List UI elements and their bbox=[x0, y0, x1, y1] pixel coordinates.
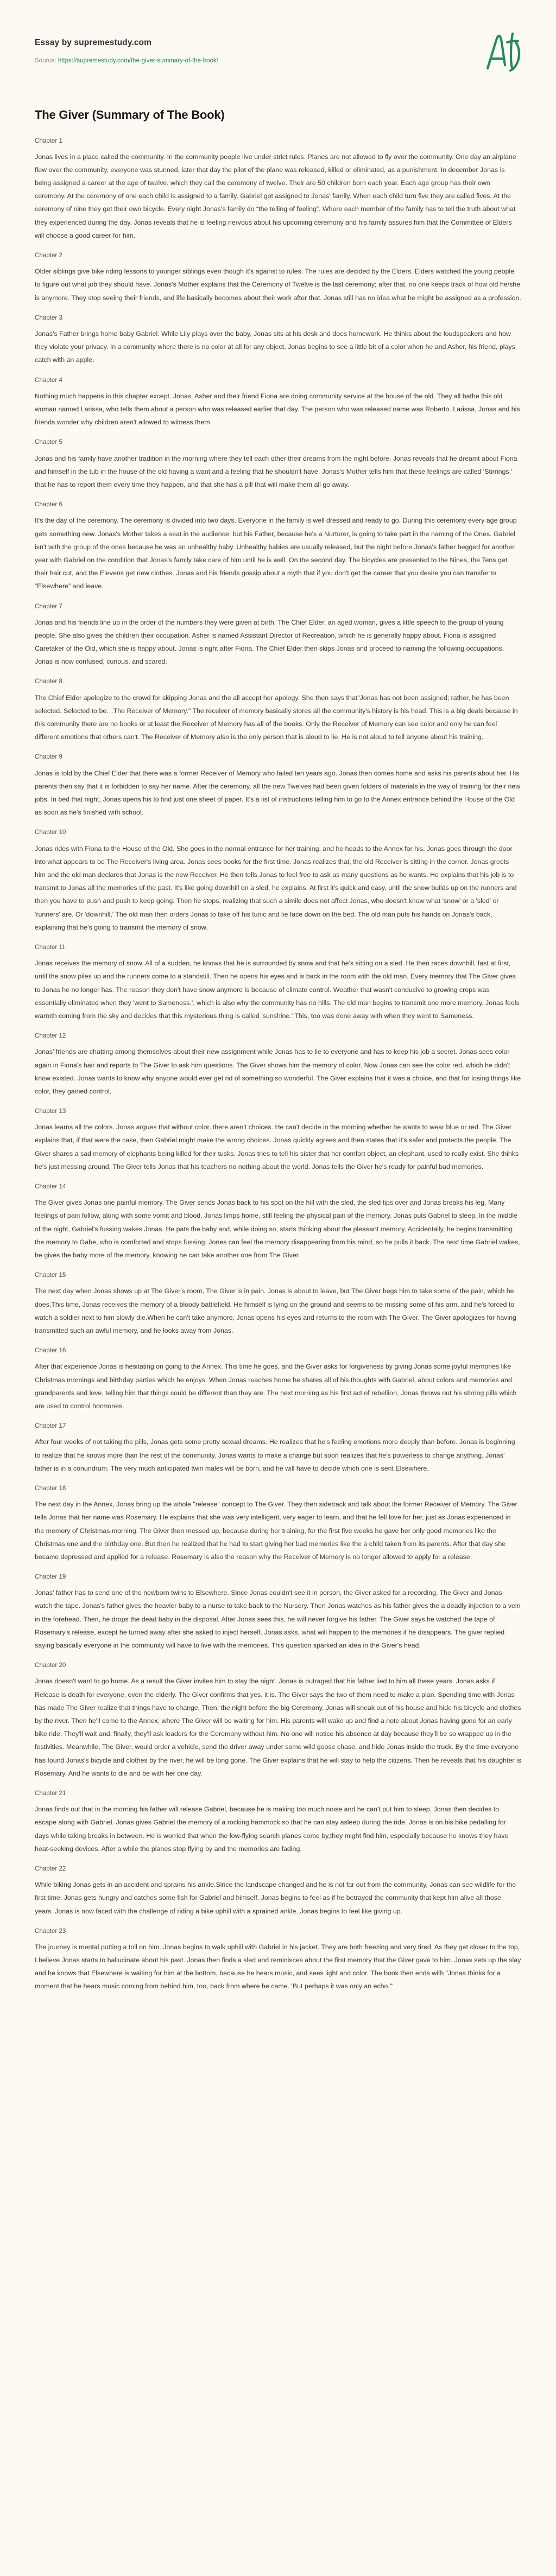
chapter-body: Jonas lives in a place called the community. In the community people live under strict rules. Planes are not allowed to fly over the community. One day an airplane flew over the community, everyone was stunned, later that day the pilot of the plane was released, killed or eliminated, as a punishment. In december Jonas is being assigned a career at the age of twelve, which they call the ceremony of twelve. Their are 50 children born each year. Each age group has their own ceremony. At the ceremony of one each child is assigned to a family. Gabriel got assigned to Jonas' family. When each child turn five they are called fives. At the ceremony of nine they get their own bicycle. Every night Jonas's family do “the telling of feeling”. Where each member of the family has to tell the truth about what they experienced during the day. Jonas reveals that he is feeling nervous about his upcoming ceremony and his family assures him that the Committee of Elders will choose a good career for him. bbox=[35, 152, 516, 239]
chapter-body: While biking Jonas gets in an accident and sprains his ankle.Since the landscape changed and he is not far out from the community, Jonas can see wildlife for the first time. Jonas gets hungry and catches some fish for Gabriel and himself. Jonas begins to feel as if he betrayed the community that kept him alive all those years. Jonas is now faced with the challenge of riding a bike uphill with a sprained ankle. Jonas begins to feel like giving up. bbox=[35, 1881, 516, 1915]
source-url-link[interactable]: https://supremestudy.com/the-giver-summary-of-the-book/ bbox=[58, 57, 218, 64]
chapter-heading: Chapter 16 bbox=[35, 1347, 66, 1354]
page-title: The Giver (Summary of The Book) bbox=[35, 108, 225, 122]
essay-byline: Essay by supremestudy.com bbox=[35, 38, 151, 47]
chapter-body: After four weeks of not taking the pills, Jonas gets some pretty sexual dreams. He realizes that he's feeling emotions more deeply than before. Jonas is beginning to realize that he knows more than the rest of the community. Jonas wants to make a change but soon realizes that he's powerless to change anything. Jonas' father is in a conundrum. The very much anticipated twin males will be born, and he will have to decide which one is sent Elsewhere. bbox=[35, 1438, 515, 1472]
chapter-block bbox=[35, 438, 521, 491]
a-plus-logo-icon bbox=[483, 31, 522, 74]
chapter-block bbox=[35, 1271, 521, 1337]
chapter-heading: Chapter 10 bbox=[35, 829, 66, 836]
chapter-block bbox=[35, 1107, 521, 1173]
chapter-heading: Chapter 23 bbox=[35, 1927, 66, 1935]
chapter-heading: Chapter 20 bbox=[35, 1662, 66, 1669]
chapter-body: Jonas' friends are chatting among themselves about their new assignment while Jonas has to lie to everyone and has to keep his job a secret. Jonas sees color again in Fiona's hair and reports to The Giver to ask him questions. The Giver shows him the memory of color. Now Jonas can see the color red, which he didn't know existed. Jonas wants to know why anyone would ever get rid of something so wonderful. The Giver explains that it was a choice, and that for losing things like color, they gained control. bbox=[35, 1048, 521, 1095]
chapter-heading: Chapter 15 bbox=[35, 1271, 66, 1279]
chapter-block bbox=[35, 1865, 521, 1918]
chapter-block bbox=[35, 1789, 521, 1855]
chapter-heading: Chapter 8 bbox=[35, 678, 62, 685]
chapter-body: Jonas' father has to send one of the newborn twins to Elsewhere. Since Jonas couldn't see it in person, the Giver asked for a recording. The Giver and Jonas watch the tape. Jonas's father gives the heavier baby to a nurse to take back to the Nursery. Then Jonas watches as his father gives the a deadly injection to a vein in the forehead. Then, he drops the dead baby in the disposal. After Jonas sees this, he will never forgive his father. The Giver says he watched the tape of Rosemary's release, except he turned away after she asked to inject herself. Jonas asks, what will happen to the memories if he disappears. The giver replied saying basically everyone in the community will have to live with the memories. This question sparked an idea in the Giver's head. bbox=[35, 1589, 521, 1650]
chapter-block bbox=[35, 137, 521, 243]
chapter-heading: Chapter 13 bbox=[35, 1108, 66, 1115]
chapter-body: Jonas finds out that in the morning his father will release Gabriel, because he is making too much noise and he can't put him to sleep. Jonas then decides to escape along with Gabriel. Jonas gives Gabriel the memory of a rocking hammock so that he can stay asleep during the ride. Jonas is on his bike pedalling for days while taking breaks in between. He is worried that when the low-flying search planes come by,they might find him, especially because he knows they have heat-seeking devices. After a while the planes stop flying by and the memories are fading. bbox=[35, 1805, 509, 1853]
chapter-block bbox=[35, 828, 521, 934]
chapter-heading: Chapter 4 bbox=[35, 376, 62, 384]
chapter-block bbox=[35, 251, 521, 304]
chapter-heading: Chapter 6 bbox=[35, 501, 62, 508]
chapter-body: Jonas and his family have another tradition in the morning where they tell each other their dreams from the night before. Jonas reveals that he dreamt about Fiona and himself in the tub in the house of the old having a want and a feeling that he shouldn't have. Jonas's Mother tells him that these feelings are called 'Stirrings,' that he has to report them every time they happen, and that she has a pill that will make them all go away. bbox=[35, 454, 517, 488]
chapter-block bbox=[35, 314, 521, 367]
chapter-heading: Chapter 1 bbox=[35, 137, 62, 144]
chapter-body: Jonas's Father brings home baby Gabriel. While Lily plays over the baby, Jonas sits at his desk and does homework. He thinks about the loudspeakers and how they violate your privacy. In a community where there is no color at all for any object, Jonas begins to see a little bit of a color when he and Asher, his friend, plays catch with an apple. bbox=[35, 330, 515, 364]
chapter-body: The journey is mental putting a toll on him. Jonas begins to walk uphill with Gabriel in his jacket. They are both freezing and very tired. As they get closer to the top, I believe Jonas starts to hallucinate about his past. Jonas then finds a sled and reminisces about the first memory that the Giver gave to him. Jonas sets up the slay and he knows that Elsewhere is waiting for him at the bottom, because he hears music, and sees light and color. The book then ends with “Jonas thinks for a moment that he hears music coming from behind him, too, back from where he came. 'But perhaps it was only an echo.'” bbox=[35, 1943, 521, 1990]
chapter-heading: Chapter 18 bbox=[35, 1484, 66, 1492]
chapter-heading: Chapter 2 bbox=[35, 252, 62, 259]
chapter-body: The Chief Elder apologize to the crowd for skipping Jonas and the all accept her apology. She then says that"Jonas has not been assigned; rather, he has been selected. Selected to be…The Receiver of Memory." The receiver of memory basically stores all the community's history is his head. This is a big deals because in this community there are no books or at least the Receiver of Memory has all of the books. Only the Receiver of Memory can see color and only he can feel different emotions that others can't. The Receiver of Memory also is the only person that is aloud to lie. He is not aloud to tell anyone about his training. bbox=[35, 694, 518, 741]
chapter-body: After that experience Jonas is hesitating on going to the Annex. This time he goes, and the Giver asks for forgiveness by giving Jonas some joyful memories like Christmas mornings and birthday parties which he enjoys. When Jonas reaches home he shares all of his thoughts with Gabriel, about colors and memories and grandparents and love, telling him that things could be different than they are. The next morning as his first act of rebellion, Jonas throws out his stirring pills which are used to control hormones. bbox=[35, 1363, 517, 1410]
chapter-heading: Chapter 11 bbox=[35, 943, 66, 951]
chapter-block bbox=[35, 376, 521, 429]
chapter-heading: Chapter 14 bbox=[35, 1183, 66, 1191]
chapter-block bbox=[35, 500, 521, 593]
chapter-body: Jonas and his friends line up in the order of the numbers they were given at birth. The Chief Elder, an aged woman, gives a little speech to the group of young people. She also gives the children their occupation. Asher is named Assistant Director of Recreation, which he is generally happy about. Fiona is assigned Caretaker of the Old, which she is happy about. Jonas is right after Fiona. The Chief Elder then skips Jonas and proceed to naming the following occupations. Jonas is now confused, curious, and scared. bbox=[35, 618, 504, 666]
chapter-block bbox=[35, 753, 521, 819]
chapter-block bbox=[35, 1032, 521, 1098]
chapter-block bbox=[35, 1661, 521, 1780]
chapter-block bbox=[35, 1484, 521, 1563]
chapter-block bbox=[35, 1182, 521, 1262]
chapter-body: The next day when Jonas shows up at The Giver's room, The Giver is in pain. Jonas is about to leave, but The Giver begs him to take some of the pain, which he does.This time, Jonas receives the memory of a bloody battlefield. He himself is lying on the ground and seems to be missing some of his arm, and he's forced to watch a soldier next to him slowly die.When he can't take anymore, Jonas opens his eyes and returns to the room with The Giver. The Giver apologizes for having transmitted such an awful memory, and he looks away from Jonas. bbox=[35, 1287, 516, 1334]
chapter-heading: Chapter 5 bbox=[35, 438, 62, 446]
chapter-body: Jonas is told by the Chief Elder that there was a former Receiver of Memory who failed ten years ago. Jonas then comes home and asks his parents about her. His parents then say that it is forbidden to say her name. After the ceremony, all the new Twelves had been given folders of materials in the way of training for their new jobs. In bed that night, Jonas opens his to find just one sheet of paper. It's a list of instructions telling him to go to the Annex entrance behind the House of the Old as soon as he's finished with school. bbox=[35, 769, 521, 817]
chapter-heading: Chapter 17 bbox=[35, 1422, 66, 1430]
chapter-block bbox=[35, 677, 521, 743]
source-label: Source: bbox=[35, 57, 56, 64]
chapter-body: The next day in the Annex, Jonas bring up the whole "release" concept to The Giver. They then sidetrack and talk about the former Receiver of Memory. The Giver tells Jonas that her name was Rosemary. He explains that she was very intelligent, very eager to learn, and that he fell love for her, just as Jonas experienced in the memory of Christmas morning. The Giver then messed up, because during her training, for the first five weeks he gave her only good memories like the Christmas one and the birthday one. But then he realized that he had to start giving her bad memories like the a child taken from its parents. After that day she became depressed and applied for a release. Rosemary is also the reason why the Receiver of Memory is no longer allowed to apply for a release. bbox=[35, 1500, 517, 1561]
chapter-heading: Chapter 9 bbox=[35, 753, 62, 761]
chapter-body: Jonas doesn't want to go home. As a result the Giver invites him to stay the night. Jonas is outraged that his father lied to him all these years. Jonas asks if Release is death for everyone, even the elderly. The Giver confirms that yes, it is. The Giver says the two of them need to make a plan. Spending time with Jonas has made The Giver realize that things have to change. Then, the night before the big Ceremony, Jonas will sneak out of his house and hide his bicycle and clothes by the river. Then he'll come to the Annex, where The Giver will be waiting for him. His parents will wake up and find a note about Jonas having gone for an early bike ride. They'll wait and, finally, they'll ask leaders for the Ceremony without him. No one will notice his absence at day because they'll be so wrapped up in the festivities. Meanwhile, The Giver, would order a vehicle, send the driver away under some wild goose chase, and hide Jonas inside the truck. By the time everyone has found Jonas's bicycle and clothes by the river, he will be long gone. The Giver explains that he will stay to help the citizens. Then he reveals that his daughter is Rosemary. And he wants to die and be with her one day. bbox=[35, 1677, 521, 1777]
chapter-body: Jonas rides with Fiona to the House of the Old. She goes in the normal entrance for her training, and he heads to the Annex for his. Jonas goes through the door into what appears to be The Receiver's living area. Jonas sees books for the first time. Jonas realizes that, the old Receiver is sitting in the corner. Jonas greets him and the old man declares that Jonas is the new Receiver. He then tells Jonas to feel free to ask as many questions as he wants. He explains that his job is to transmit to Jonas all the memories of the past. It's like going downhill on a sled, he explains. At first it's quick and easy, until the snow builds up on the runners and then you have to push and push to keep going. Then he stops, realizing that such a simile does not affect Jonas, who doesn't know what 'snow' or a 'sled' or 'runners' are. Or 'downhill,' The old man then orders Jonas to take off his tunic and lie face down on the bed. The old man puts his hands on Jonas's back, explaining that he's going to transmit the memory of snow. bbox=[35, 844, 517, 931]
chapter-block bbox=[35, 1422, 521, 1475]
chapter-block bbox=[35, 1573, 521, 1652]
chapter-heading: Chapter 3 bbox=[35, 314, 62, 321]
chapter-body: Jonas receives the memory of snow. All of a sudden, he knows that he is surrounded by snow and that he's sitting on a sled. He then races downhill, fast at first, until the snow piles up and the runners come to a standstill. Then he opens his eyes and is back in the room with the old man. Every memory that The Giver gives to Jonas he no longer has. The reason they don't have snow anymore is because of climate control. Weather that wasn't conducive to growing crops was essentially eliminated when they 'went to Sameness.', which is also why the community has no hills. The old man begins to transmit one more memory. Jonas feels warmth coming from the sky and decides that this mysterious thing is called 'sunshine.' This, too was done away with when they went to Sameness. bbox=[35, 959, 520, 1020]
chapter-body: The Giver gives Jonas one painful memory. The Giver sends Jonas back to his spot on the hill with the sled, the sled tips over and Jonas breaks his leg. Many feelings of pain follow, along with some vomit and blood. Jonas limps home, still feeling the physical pain of the memory. Jonas puts Gabriel to sleep. In the middle of the night, Gabriel's fussing wakes Jonas. He pats the baby and, while doing so, starts thinking about the pleasant memory. Accidentally, he begins transmitting the memory to Gabe, who is comforted and stops fussing. Jones can feel the memory disappearing from his mind, so he pulls it back. The next time Gabriel wakes, he gives the baby more of the memory, knowing he can take another one from The Giver. bbox=[35, 1199, 520, 1259]
essay-content bbox=[35, 123, 521, 2024]
chapter-block bbox=[35, 1927, 521, 1993]
chapter-heading: Chapter 21 bbox=[35, 1789, 66, 1797]
chapter-block bbox=[35, 943, 521, 1022]
chapter-body: Nothing much happens in this chapter except. Jonas, Asher and their friend Fiona are doing community service at the house of the old. They all bathe this old woman named Larissa, who tells them about a person who was released earlier that day. The person who was released name was Roberto. Larissa, Jonas and his friends wonder why children aren't allowed to witness them. bbox=[35, 392, 520, 427]
chapter-body: Older siblings give bike riding lessons to younger siblings even though it's against to rules. The rules are decided by the Elders. Elders watched the young people to figure out what job they should have. Jonas's Mother explains that the Ceremony of Twelve is the last ceremony; after that, no one keeps track of how old he/she is anymore. They stop seeing their friends, and life basically becomes about their work after that. Jonas still has no idea what he might be assigned as a profession. bbox=[35, 268, 521, 302]
chapter-body: It's the day of the ceremony. The ceremony is divided into two days. Everyone in the family is well dressed and ready to go. During this ceremony every age group gets something new. Jonas's Mother takes a seat in the audience, but his Father, because he's a Nurturer, is going to take part in the naming of the Ones. Gabriel isn't with the group of the ones because he was an unhealthy baby. Unhealthy babies are usually released, but the night before Jonas's father begged for another year with Gabriel on the condition that Jonas's family take care of him until he is well. On the second day. The bicycles are presented to the Nines, the Tens get their hair cut, and the Elevens get new clothes. Jonas and his friends gossip about a myth that if you don't get the career that you desire you can transfer to “Elsewhere” and leave. bbox=[35, 517, 517, 590]
chapter-heading: Chapter 7 bbox=[35, 602, 62, 610]
page-header bbox=[0, 0, 556, 65]
chapter-block bbox=[35, 1346, 521, 1413]
chapter-heading: Chapter 12 bbox=[35, 1032, 66, 1040]
chapter-block bbox=[35, 602, 521, 669]
chapter-body: Jonas learns all the colors. Jonas argues that without color, there aren't choices. He can't decide in the morning whether he wants to wear blue or red. The Giver explains that, if that were the case, then Gabriel might make the wrong choices. Jonas quickly agrees and then states that it's safer and protects the people. The Giver shares a sad memory of elephants being killed for their tusks. Jonas tries to tell his sister that her comfort object, an elephant, used to really exist. She thinks he's just messing around. The Giver tells Jonas that his teachers no nothing about the world. Jonas tells the Giver he's ready for painful bad memories. bbox=[35, 1123, 519, 1171]
source-line bbox=[35, 57, 521, 65]
chapter-heading: Chapter 19 bbox=[35, 1573, 66, 1581]
chapter-heading: Chapter 22 bbox=[35, 1865, 66, 1872]
